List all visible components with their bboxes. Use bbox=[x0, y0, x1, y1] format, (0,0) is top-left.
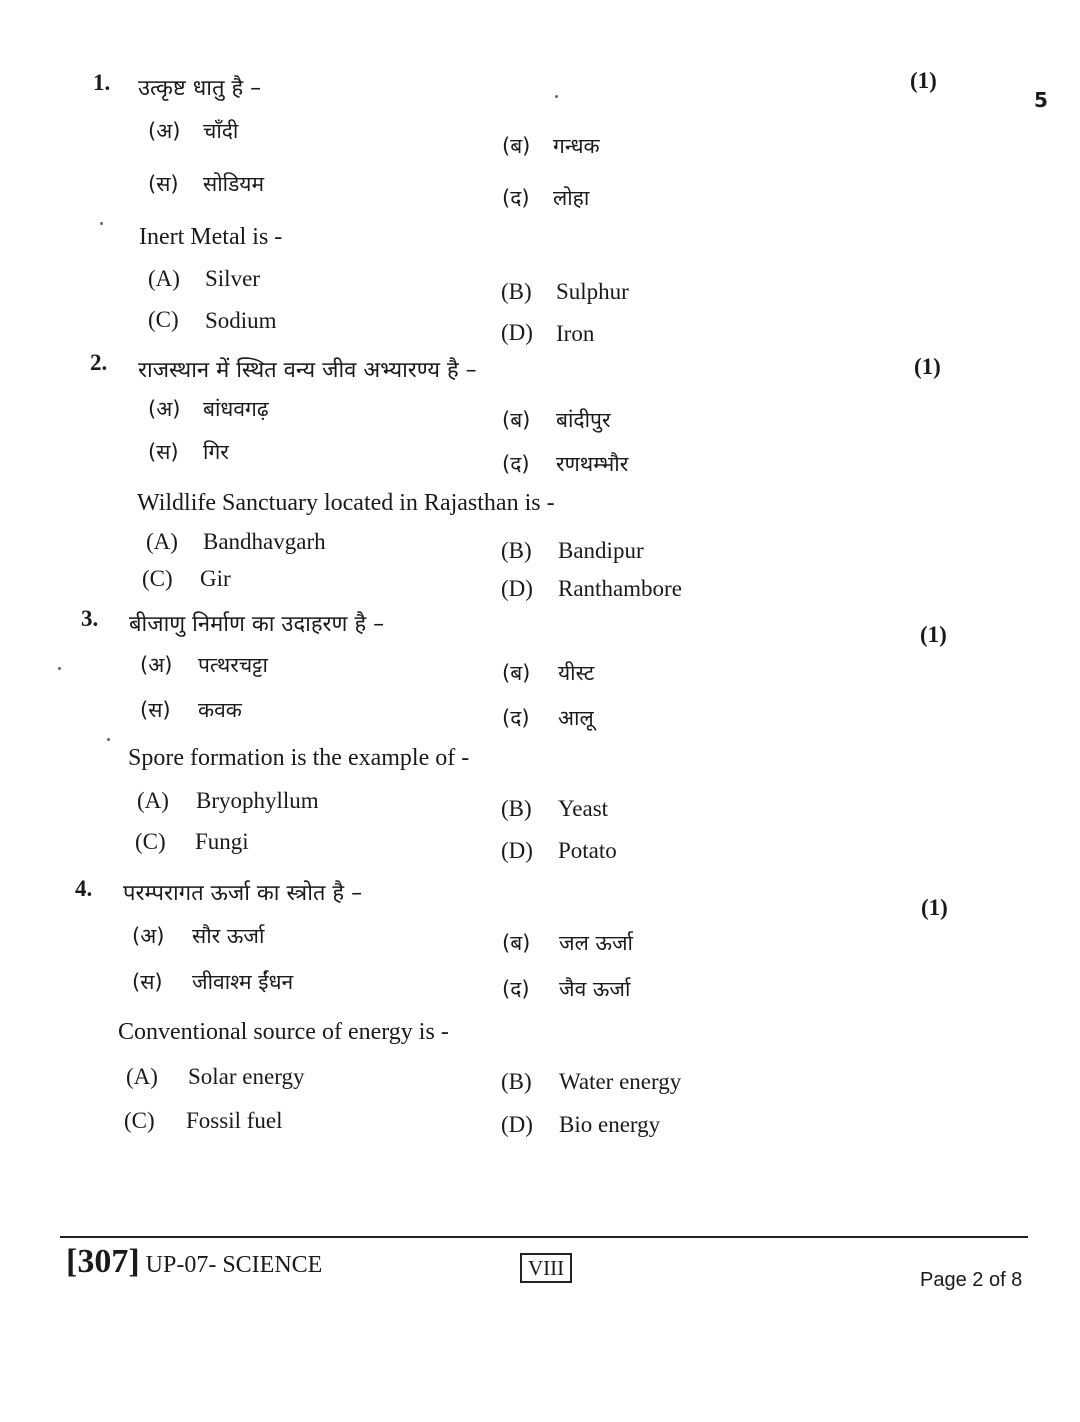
marks-label: (1) bbox=[910, 68, 937, 93]
question-text-hindi: उत्कृष्ट धातु है – bbox=[138, 76, 262, 101]
option-text: Bryophyllum bbox=[196, 788, 319, 813]
option-text: बांधवगढ़ bbox=[203, 397, 269, 421]
option-label: (स) bbox=[132, 970, 163, 994]
option-label: (ब) bbox=[502, 408, 531, 432]
option-text: कवक bbox=[198, 698, 242, 722]
option-text: सोडियम bbox=[203, 172, 265, 196]
option-label: (द) bbox=[502, 452, 530, 476]
option-text: जीवाश्म ईंधन bbox=[192, 970, 294, 994]
option-text: Gir bbox=[200, 566, 231, 591]
option-text: Ranthambore bbox=[558, 576, 682, 601]
question-text-hindi: राजस्थान में स्थित वन्य जीव अभ्यारण्य है – bbox=[138, 358, 477, 383]
footer-paper-code bbox=[66, 1243, 322, 1281]
option-text: Bandipur bbox=[558, 538, 644, 563]
class-badge: VIII bbox=[520, 1253, 572, 1283]
option-text: रणथम्भौर bbox=[556, 452, 629, 476]
option-label: (B) bbox=[501, 796, 532, 821]
paper-code: [307] bbox=[66, 1243, 140, 1280]
option-text: जैव ऊर्जा bbox=[559, 977, 631, 1001]
question-number: 4. bbox=[75, 876, 93, 901]
scan-speck bbox=[100, 222, 103, 225]
option-text: गन्धक bbox=[553, 134, 600, 158]
option-text: सौर ऊर्जा bbox=[192, 924, 265, 948]
option-label: (C) bbox=[135, 829, 166, 854]
subject-code: UP-07- SCIENCE bbox=[145, 1252, 323, 1278]
option-label: (D) bbox=[501, 1112, 533, 1137]
side-page-number: 5 bbox=[1034, 88, 1048, 112]
question-text-english: Wildlife Sanctuary located in Rajasthan is - bbox=[137, 490, 555, 516]
option-label: (ब) bbox=[502, 931, 531, 955]
option-text: Solar energy bbox=[188, 1064, 305, 1089]
page-indicator: Page 2 of 8 bbox=[920, 1269, 1023, 1291]
option-label: (A) bbox=[148, 266, 180, 291]
marks-label: (1) bbox=[921, 895, 948, 920]
option-text: लोहा bbox=[553, 186, 590, 210]
option-label: (स) bbox=[148, 172, 179, 196]
option-text: Yeast bbox=[558, 796, 609, 821]
option-label: (द) bbox=[502, 706, 530, 730]
option-label: (D) bbox=[501, 838, 533, 863]
option-text: Water energy bbox=[559, 1069, 682, 1094]
marks-label: (1) bbox=[920, 622, 947, 647]
option-label: (C) bbox=[148, 307, 179, 332]
option-text: Sodium bbox=[205, 308, 277, 333]
option-label: (अ) bbox=[148, 119, 181, 143]
option-label: (B) bbox=[501, 538, 532, 563]
option-label: (B) bbox=[501, 279, 532, 304]
option-text: Fossil fuel bbox=[186, 1108, 283, 1133]
option-text: यीस्ट bbox=[558, 661, 595, 685]
option-label: (C) bbox=[124, 1108, 155, 1133]
question-text-hindi: परम्परागत ऊर्जा का स्त्रोत है – bbox=[123, 881, 363, 906]
scan-speck bbox=[555, 95, 558, 98]
option-text: Silver bbox=[205, 266, 260, 291]
marks-label: (1) bbox=[914, 354, 941, 379]
question-text-english: Spore formation is the example of - bbox=[128, 745, 470, 771]
option-label: (ब) bbox=[502, 661, 531, 685]
option-text: Potato bbox=[558, 838, 617, 863]
option-text: Bandhavgarh bbox=[203, 529, 326, 554]
option-text: गिर bbox=[203, 440, 229, 464]
option-label: (अ) bbox=[140, 653, 173, 677]
option-text: Iron bbox=[556, 321, 595, 346]
question-number: 2. bbox=[90, 350, 108, 375]
option-label: (A) bbox=[126, 1064, 158, 1089]
option-label: (द) bbox=[502, 977, 530, 1001]
option-text: चाँदी bbox=[203, 119, 239, 143]
option-label: (D) bbox=[501, 576, 533, 601]
option-label: (अ) bbox=[132, 924, 165, 948]
option-label: (B) bbox=[501, 1069, 532, 1094]
option-label: (A) bbox=[146, 529, 178, 554]
footer-rule bbox=[60, 1236, 1028, 1238]
option-text: आलू bbox=[558, 706, 594, 730]
option-text: जल ऊर्जा bbox=[559, 931, 634, 955]
option-label: (D) bbox=[501, 320, 533, 345]
scan-speck bbox=[107, 738, 110, 741]
option-text: Sulphur bbox=[556, 279, 629, 304]
question-number: 1. bbox=[93, 70, 111, 95]
option-label: (स) bbox=[148, 440, 179, 464]
option-label: (द) bbox=[502, 186, 530, 210]
option-label: (अ) bbox=[148, 397, 181, 421]
option-text: बांदीपुर bbox=[556, 408, 611, 432]
question-text-hindi: बीजाणु निर्माण का उदाहरण है – bbox=[129, 612, 385, 637]
option-label: (A) bbox=[137, 788, 169, 813]
option-label: (स) bbox=[140, 698, 171, 722]
option-text: पत्थरचट्टा bbox=[198, 653, 268, 677]
scan-speck bbox=[58, 667, 61, 670]
option-label: (C) bbox=[142, 566, 173, 591]
option-text: Fungi bbox=[195, 829, 249, 854]
question-text-english: Conventional source of energy is - bbox=[118, 1019, 449, 1045]
question-text-english: Inert Metal is - bbox=[139, 224, 283, 250]
option-label: (ब) bbox=[502, 134, 531, 158]
question-number: 3. bbox=[81, 606, 99, 631]
option-text: Bio energy bbox=[559, 1112, 661, 1137]
